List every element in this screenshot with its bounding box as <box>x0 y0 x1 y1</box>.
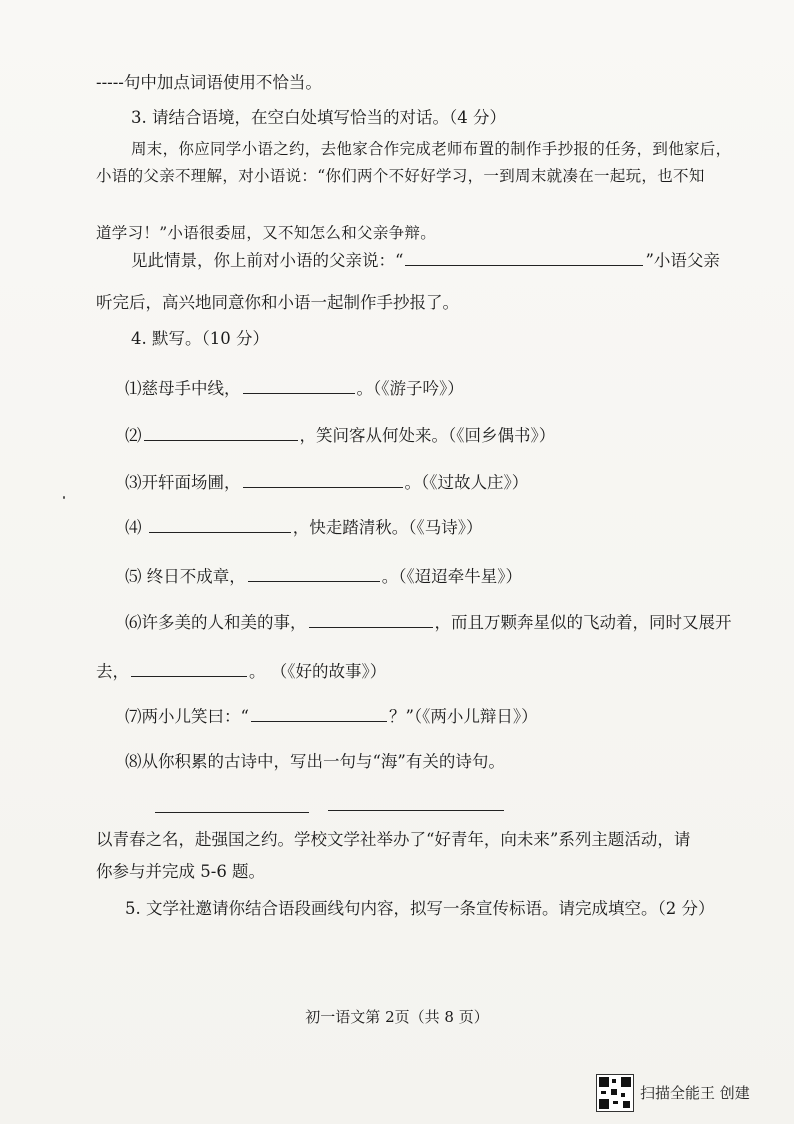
dictation-3-text: ⑶开轩面场圃， <box>125 473 241 492</box>
dictation-1-blank[interactable] <box>243 379 355 394</box>
line-1: -----句中加点词语使用不恰当。 <box>96 73 322 92</box>
question-4-title: 4. 默写。（10 分） <box>131 329 269 348</box>
passage-line-3: 道学习！”小语很委屈，又不知怎么和父亲争辩。 <box>96 224 437 242</box>
passage-line-1: 周末，你应同学小语之约，去他家合作完成老师布置的制作手抄报的任务，到他家后， <box>131 140 732 158</box>
dialogue-suffix: ”小语父亲 <box>645 251 720 270</box>
dialogue-line <box>131 250 720 272</box>
dictation-8: ⑻从你积累的古诗中，写出一句与“海”有关的诗句。 <box>125 752 505 771</box>
question-5-title: 5. 文学社邀请你结合语段画线句内容，拟写一条宣传标语。请完成填空。（2 分） <box>125 899 715 918</box>
passage-line-2: 小语的父亲不理解，对小语说：“你们两个不好好学习，一到周末就凑在一起玩，也不知 <box>96 167 705 185</box>
dictation-6-text-b: ，而且万颗奔星似的飞动着，同时又展开 <box>434 613 732 632</box>
dictation-3 <box>125 472 528 494</box>
dictation-5-source: 。（《迢迢牵牛星》） <box>381 567 522 586</box>
dictation-6-text-c: 去， <box>96 662 129 681</box>
dictation-1 <box>125 378 464 400</box>
dictation-4-source: ，快走踏清秋。（《马诗》） <box>292 518 483 537</box>
dictation-2 <box>125 425 555 447</box>
dictation-6-blank-b[interactable] <box>131 662 247 677</box>
dictation-7-blank[interactable] <box>251 707 387 722</box>
dictation-6-blank-a[interactable] <box>309 613 433 628</box>
scan-speck <box>63 496 65 499</box>
dictation-4-text: ⑷ <box>125 518 147 537</box>
dictation-2-source: ，笑问客从何处来。（《回乡偶书》） <box>299 426 556 445</box>
dictation-3-source: 。（《过故人庄》） <box>404 473 529 492</box>
dictation-8-blank-b[interactable] <box>328 810 504 811</box>
dictation-2-blank[interactable] <box>144 426 298 441</box>
dictation-6 <box>125 612 732 634</box>
dictation-4 <box>125 517 483 539</box>
dictation-7-source: ？”（《两小儿辩日》） <box>388 707 538 726</box>
scanner-watermark: 扫描全能王 创建 <box>640 1084 750 1102</box>
dictation-4-blank[interactable] <box>149 518 291 533</box>
dictation-5-blank[interactable] <box>248 567 380 582</box>
passage-line-5: 听完后，高兴地同意你和小语一起制作手抄报了。 <box>96 293 459 312</box>
dictation-6-source: 。 （《好的故事》） <box>249 662 387 681</box>
dialogue-answer-blank[interactable] <box>405 251 643 266</box>
dictation-5-text: ⑸ 终日不成章， <box>125 567 246 586</box>
dictation-6-cont <box>96 661 386 683</box>
dictation-7 <box>125 706 538 728</box>
qr-code-icon <box>596 1074 634 1112</box>
dictation-8-blank-a[interactable] <box>155 812 309 813</box>
dictation-2-text: ⑵ <box>125 426 142 445</box>
intro-line-2: 你参与并完成 5-6 题。 <box>96 862 266 881</box>
dictation-3-blank[interactable] <box>243 473 403 488</box>
intro-line-1: 以青春之名，赴强国之约。学校文学社举办了“好青年，向未来”系列主题活动，请 <box>96 830 691 849</box>
dictation-6-text: ⑹许多美的人和美的事， <box>125 613 307 632</box>
page-footer: 初一语文第 2页（共 8 页） <box>305 1008 489 1026</box>
dictation-5 <box>125 566 522 588</box>
dictation-1-text: ⑴慈母手中线， <box>125 379 241 398</box>
dialogue-prefix: 见此情景，你上前对小语的父亲说：“ <box>131 251 404 270</box>
question-3-title: 3. 请结合语境，在空白处填写恰当的对话。（4 分） <box>131 108 506 127</box>
dictation-7-text: ⑺两小儿笑曰：“ <box>125 707 249 726</box>
dictation-1-source: 。（《游子吟》） <box>356 379 464 398</box>
